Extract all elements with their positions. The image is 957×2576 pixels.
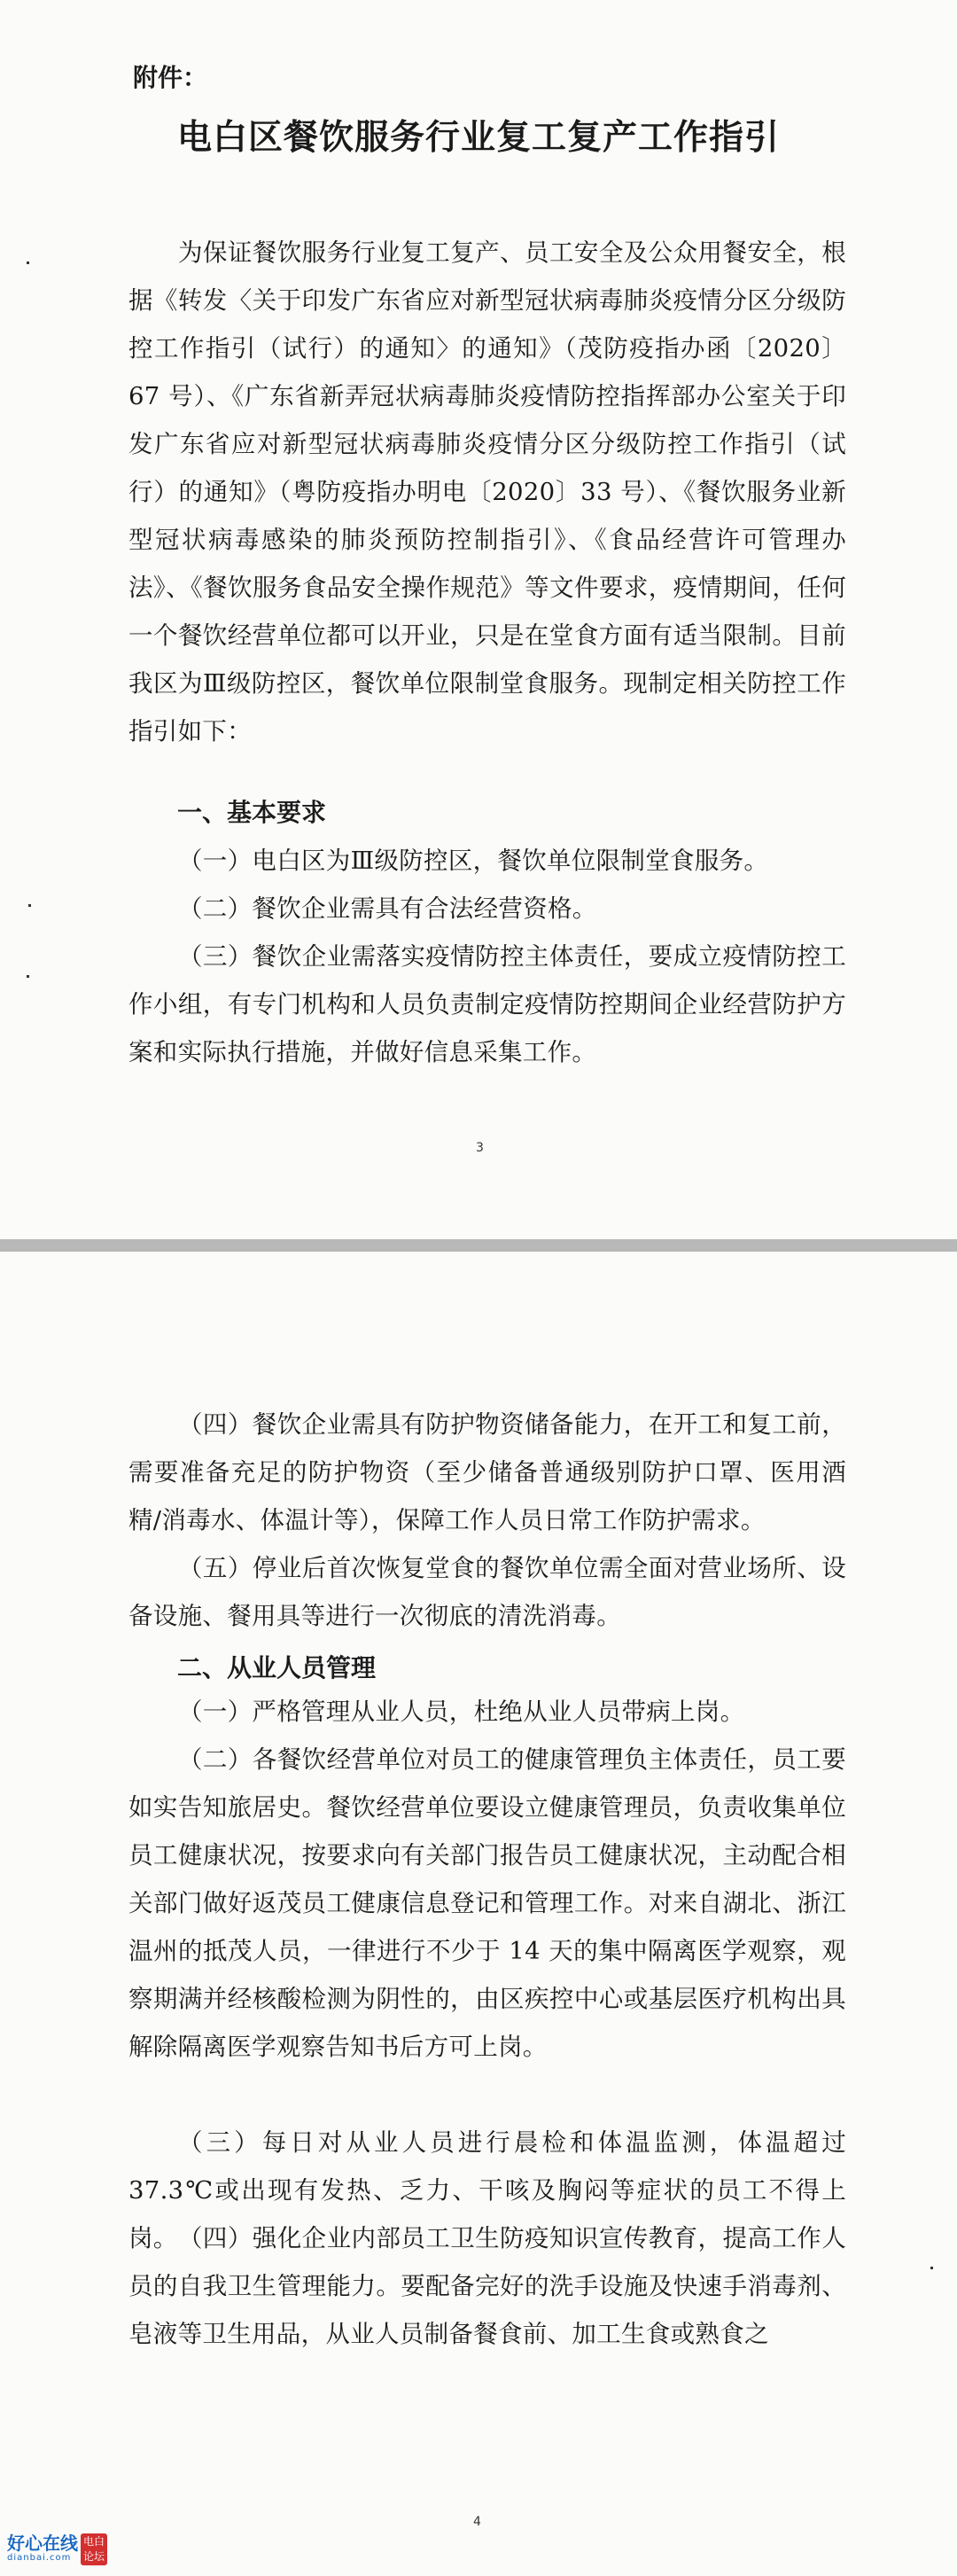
watermark-text: 好心在线 (7, 2533, 78, 2554)
watermark-subtext: dianbai.com (7, 2553, 72, 2563)
scan-speck (27, 262, 29, 264)
intro-paragraph: 为保证餐饮服务行业复工复产、员工安全及公众用餐安全，根据《转发〈关于印发广东省应对新型冠状病毒肺炎疫情分区分级防控工作指引（试行）的通知〉的通知》（茂防疫指办函〔2020〕67 号）、《广东省新弄冠状病毒肺炎疫情防控指挥部办公室关于印发广东省应对新型冠状病毒肺炎疫情分区分级防控工作指引（试行）的通知》（粤防疫指办明电〔2020〕33 号）、《餐饮服务业新型冠状病毒感染的肺炎预防控制指引》、《食品经营许可管理办法》、《餐饮服务食品安全操作规范》等文件要求，疫情期间，任何一个餐饮经营单位都可以开业，只是在堂食方面有适当限制。目前我区为Ⅲ级防控区，餐饮单位限制堂食服务。现制定相关防控工作指引如下： (128, 238, 846, 745)
section1-item-2: （二）餐饮企业需具有合法经营资格。 (178, 894, 597, 923)
section2-item-4: （四）强化企业内部员工卫生防疫知识宣传教育，提高工作人员的自我卫生管理能力。要配备完好的洗手设施及快速手消毒剂、皂液等卫生用品，从业人员制备餐食前、加工生食或熟食之 (128, 2224, 846, 2348)
section2-heading: 二、从业人员管理 (177, 1653, 377, 1682)
page-number: 4 (473, 2515, 481, 2529)
attachment-label: 附件： (133, 63, 208, 92)
site-watermark-logo (7, 2533, 107, 2572)
page-separator (0, 1239, 957, 1252)
section2-item-1: （一）严格管理从业人员，杜绝从业人员带病上岗。 (178, 1698, 745, 1726)
section2-item-3: （三）每日对从业人员进行晨检和体温监测，体温超过37.3℃或出现有发热、乏力、干咳及胸闷等症状的员工不得上岗。 (128, 2128, 846, 2252)
scan-speck (27, 975, 29, 978)
scan-speck (930, 2267, 933, 2269)
section1-item-3: （三）餐饮企业需落实疫情防控主体责任，要成立疫情防控工作小组，有专门机构和人员负责制定疫情防控期间企业经营防护方案和实际执行措施，并做好信息采集工作。 (128, 942, 846, 1066)
section1-item-5: （五）停业后首次恢复堂食的餐饮单位需全面对营业场所、设备设施、餐用具等进行一次彻底的清洗消毒。 (128, 1554, 846, 1630)
section1-heading: 一、基本要求 (177, 798, 327, 827)
document-page-1 (0, 0, 957, 1239)
section2-item-2: （二）各餐饮经营单位对员工的健康管理负主体责任，员工要如实告知旅居史。餐饮经营单位要设立健康管理员，负责收集单位员工健康状况，按要求向有关部门报告员工健康状况，主动配合相关部门做好返茂员工健康信息登记和管理工作。对来自湖北、浙江温州的抵茂人员，一律进行不少于 14 天的集中隔离医学观察，观察期满并经核酸检测为阴性的，由区疾控中心或基层医疗机构出具解除隔离医学观察告知书后方可上岗。 (128, 1745, 846, 2061)
document-title: 电白区餐饮服务行业复工复产工作指引 (176, 118, 780, 158)
section1-item-1: （一）电白区为Ⅲ级防控区，餐饮单位限制堂食服务。 (178, 847, 769, 875)
section1-item-4: （四）餐饮企业需具有防护物资储备能力，在开工和复工前，需要准备充足的防护物资（至少储备普通级别防护口罩、医用酒精/消毒水、体温计等），保障工作人员日常工作防护需求。 (128, 1410, 846, 1534)
watermark-seal: 电白论坛 (81, 2533, 107, 2565)
page-number: 3 (476, 1141, 484, 1155)
document-page-2 (0, 1252, 957, 2576)
scan-speck (28, 904, 31, 907)
